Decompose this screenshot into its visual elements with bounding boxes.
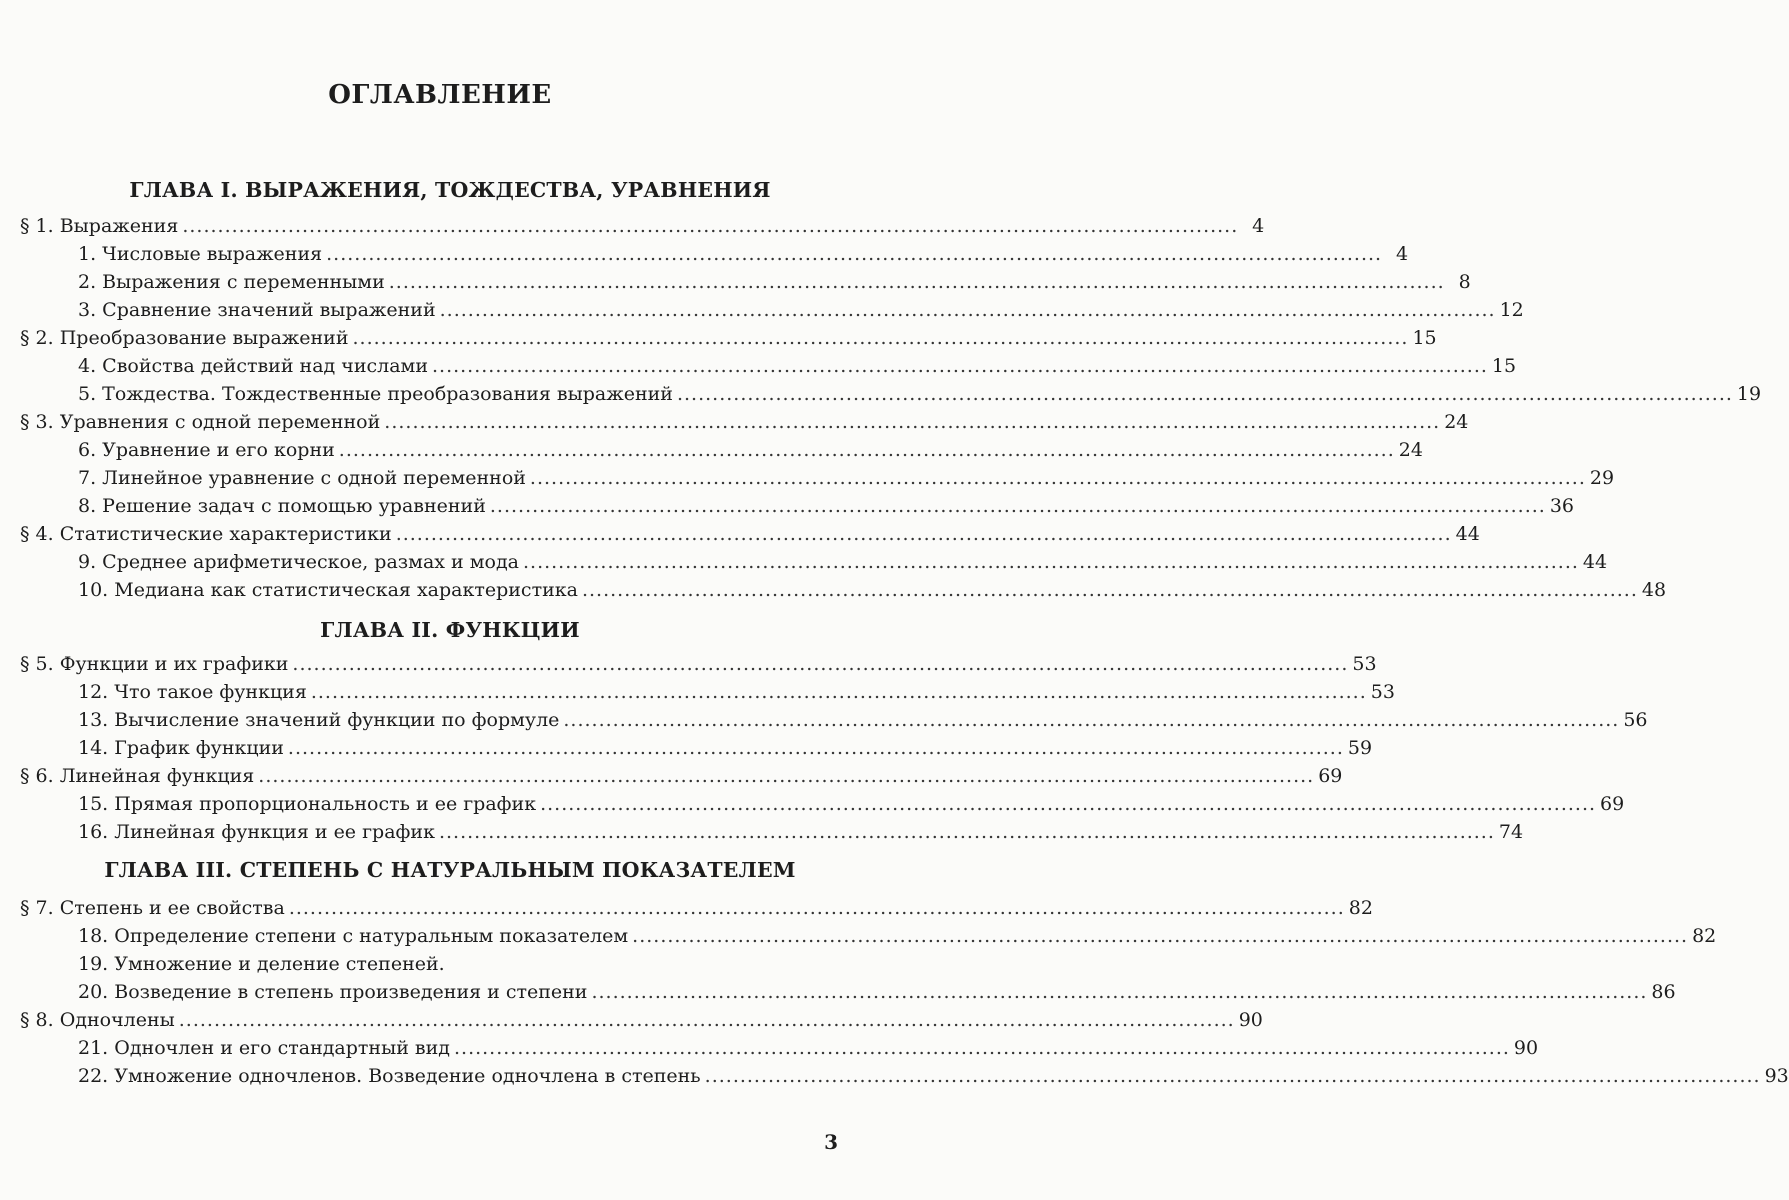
toc-subsection: 8. Решение задач с помощью уравнений ...................................................................................................................................................... 36 [78, 495, 1575, 517]
toc-section: § 3. Уравнения с одной переменной ...................................................................................................................................................... 24 [20, 411, 1469, 433]
toc-section: § 1. Выражения ...................................................................................................................................................... 4 [20, 215, 1265, 237]
toc-subsection: 14. График функции ...................................................................................................................................................... 59 [78, 737, 1373, 759]
toc-subsection: 13. Вычисление значений функции по формуле ...................................................................................................................................................... 56 [78, 709, 1648, 731]
toc-subsection: 9. Среднее арифметическое, размах и мода ...................................................................................................................................................... 44 [78, 551, 1608, 573]
toc-section: § 8. Одночлены ...................................................................................................................................................... 90 [20, 1009, 1263, 1031]
toc-subsection: 3. Сравнение значений выражений ...................................................................................................................................................... 12 [78, 299, 1524, 321]
toc-section: § 7. Степень и ее свойства ...................................................................................................................................................... 82 [20, 897, 1373, 919]
chapter-heading: ГЛАВА II. ФУНКЦИИ [320, 618, 580, 642]
toc-subsection: 19. Умножение и деление степеней. [78, 953, 445, 975]
toc-subsection: 16. Линейная функция и ее график ...................................................................................................................................................... 74 [78, 821, 1524, 843]
toc-subsection: 22. Умножение одночленов. Возведение одночлена в степень ...................................................................................................................................................... 93 [78, 1065, 1789, 1087]
page-title: ОГЛАВЛЕНИЕ [328, 80, 552, 110]
toc-subsection: 15. Прямая пропорциональность и ее график ...................................................................................................................................................... 69 [78, 793, 1625, 815]
toc-section: § 5. Функции и их графики ...................................................................................................................................................... 53 [20, 653, 1377, 675]
toc-section: § 4. Статистические характеристики ...................................................................................................................................................... 44 [20, 523, 1480, 545]
toc-subsection: 4. Свойства действий над числами ...................................................................................................................................................... 15 [78, 355, 1517, 377]
toc-section: § 6. Линейная функция ...................................................................................................................................................... 69 [20, 765, 1343, 787]
toc-subsection: 5. Тождества. Тождественные преобразования выражений ...................................................................................................................................................... 19 [78, 383, 1762, 405]
toc-subsection: 1. Числовые выражения ...................................................................................................................................................... 4 [78, 243, 1409, 265]
toc-subsection: 18. Определение степени с натуральным показателем ...................................................................................................................................................... 82 [78, 925, 1717, 947]
toc-section: § 2. Преобразование выражений ...................................................................................................................................................... 15 [20, 327, 1437, 349]
chapter-heading: ГЛАВА I. ВЫРАЖЕНИЯ, ТОЖДЕСТВА, УРАВНЕНИЯ [129, 178, 771, 202]
chapter-heading: ГЛАВА III. СТЕПЕНЬ С НАТУРАЛЬНЫМ ПОКАЗАТЕЛЕМ [104, 858, 796, 882]
toc-subsection: 2. Выражения с переменными ...................................................................................................................................................... 8 [78, 271, 1471, 293]
toc-subsection: 10. Медиана как статистическая характеристика ...................................................................................................................................................... 48 [78, 579, 1667, 601]
toc-subsection: 20. Возведение в степень произведения и степени ...................................................................................................................................................... 86 [78, 981, 1676, 1003]
toc-subsection: 7. Линейное уравнение с одной переменной ...................................................................................................................................................... 29 [78, 467, 1615, 489]
page-number: 3 [824, 1130, 838, 1154]
toc-subsection: 21. Одночлен и его стандартный вид ...................................................................................................................................................... 90 [78, 1037, 1539, 1059]
toc-subsection: 6. Уравнение и его корни ...................................................................................................................................................... 24 [78, 439, 1423, 461]
toc-subsection: 12. Что такое функция ...................................................................................................................................................... 53 [78, 681, 1395, 703]
